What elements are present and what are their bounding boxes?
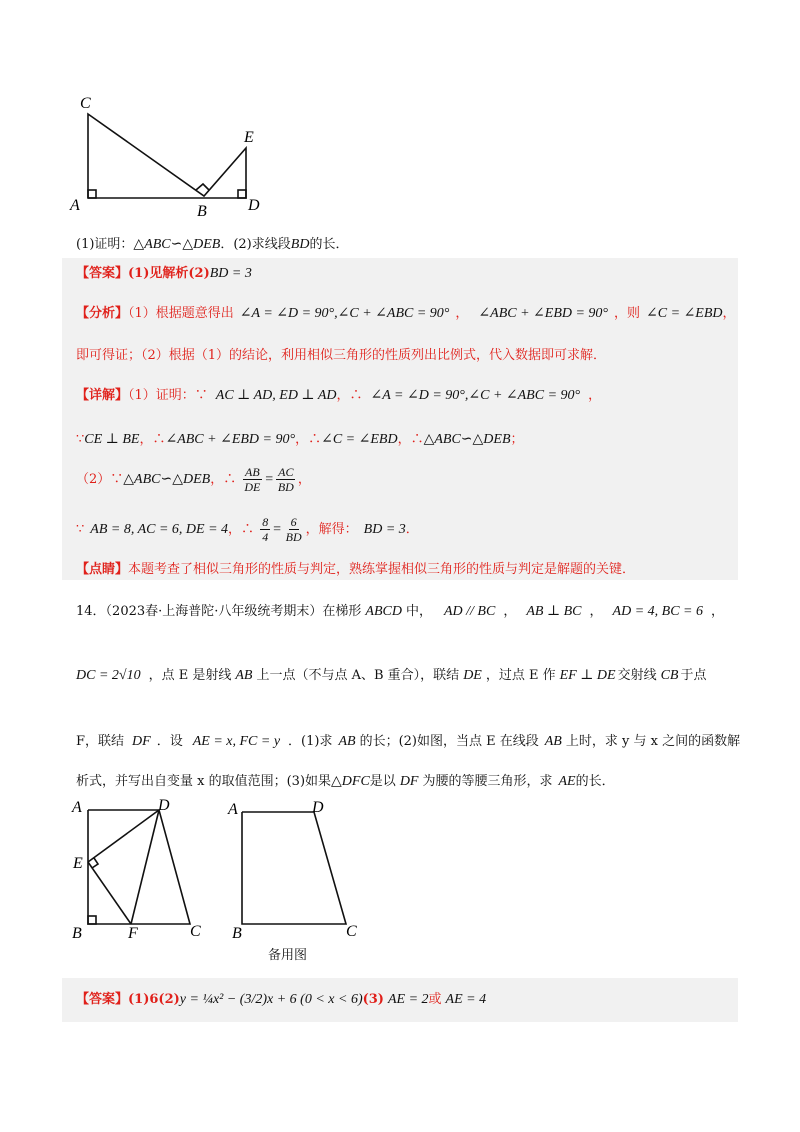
label-c: C [190, 923, 201, 940]
label-d: D [158, 798, 170, 814]
label-d: D [248, 197, 260, 214]
q14-line4: 析式，并写出自变量 x 的取值范围；(3)如果△DFC是以 DF 为腰的等腰三角形，求 AE的长． [76, 774, 615, 789]
label-b: B [232, 925, 242, 942]
q13-detail-line4: ∵ AB = 8, AC = 6, DE = 4，∴ $\frac{8}{4}$ = $\frac{6}{BD}$ ，解得： BD = 3． [76, 515, 419, 544]
q13-analysis-line1: 【分析】（1）根据题意得出 ∠A = ∠D = 90°,∠C + ∠ABC = 90° ， ∠ABC + ∠EBD = 90° ，则 ∠C = ∠EBD， [76, 306, 736, 321]
label-a: A [72, 799, 82, 816]
label-a: A [228, 801, 238, 818]
fraction-ab-de: $\frac{AB}{DE}$ [244, 465, 261, 494]
fraction-ac-bd: $\frac{AC}{BD}$ [277, 465, 294, 494]
fraction-8-4: $\frac{8}{4}$ [262, 515, 269, 544]
fraction-6-bd: $\frac{6}{BD}$ [285, 515, 302, 544]
q13-analysis-line2: 即可得证；（2）根据（1）的结论，利用相似三角形的性质列出比例式，代入数据即可求解． [76, 348, 607, 363]
q14-line3: F，联结 DF ．设 AE = x, FC = y ．(1)求 AB 的长；(2)如图，当点 E 在线段 AB 上时，求 y 与 x 之间的函数解 [76, 734, 741, 749]
q13-detail-line1: 【详解】（1）证明：∵ AC ⊥ AD, ED ⊥ AD，∴ ∠A = ∠D = 90°,∠C + ∠ABC = 90° ， [76, 388, 602, 403]
figure-trapezoid-spare [226, 798, 366, 944]
label-f: F [128, 925, 138, 942]
figure-trapezoid-main [68, 798, 208, 944]
q14-line1: 14．（2023春·上海普陀·八年级统考期末）在梯形 ABCD 中， AD // BC ， AB ⊥ BC ， AD = 4, BC = 6 ， [76, 604, 724, 619]
spare-figure-caption: 备用图 [268, 948, 308, 963]
label-a: A [70, 197, 80, 214]
q13-detail-line2: ∵CE ⊥ BE，∴∠ABC + ∠EBD = 90°，∴∠C = ∠EBD，∴△ABC∽△DEB； [76, 432, 524, 447]
label-c: C [80, 95, 91, 112]
label-b: B [197, 203, 207, 220]
label-d: D [312, 799, 324, 816]
label-c: C [346, 923, 357, 940]
label-e: E [244, 129, 254, 146]
q14-answer: 【答案】(1)6(2)y = ¼x² − (3/2)x + 6 (0 < x < 6)(3) AE = 2或 AE = 4 [76, 992, 487, 1007]
q13-comment: 【点睛】本题考查了相似三角形的性质与判定，熟练掌握相似三角形的性质与判定是解题的关键． [76, 562, 636, 577]
q14-line2: DC = 2√10 ，点 E 是射线 AB 上一点（不与点 A、B 重合），联结 DE ，过点 E 作 EF ⊥ DE 交射线 CB 于点 [76, 668, 707, 683]
label-b: B [72, 925, 82, 942]
label-e: E [73, 855, 83, 872]
q13-detail-line3: （2）∵△ABC∽△DEB，∴ $\frac{AB}{DE}$ = $\frac{AC}{BD}$ ， [76, 465, 311, 494]
q13-question: (1)证明：△ABC∽△DEB．(2)求线段BD的长． [76, 237, 349, 252]
q13-answer: 【答案】(1)见解析(2)BD = 3 [76, 266, 252, 281]
figure-triangles [66, 86, 276, 222]
